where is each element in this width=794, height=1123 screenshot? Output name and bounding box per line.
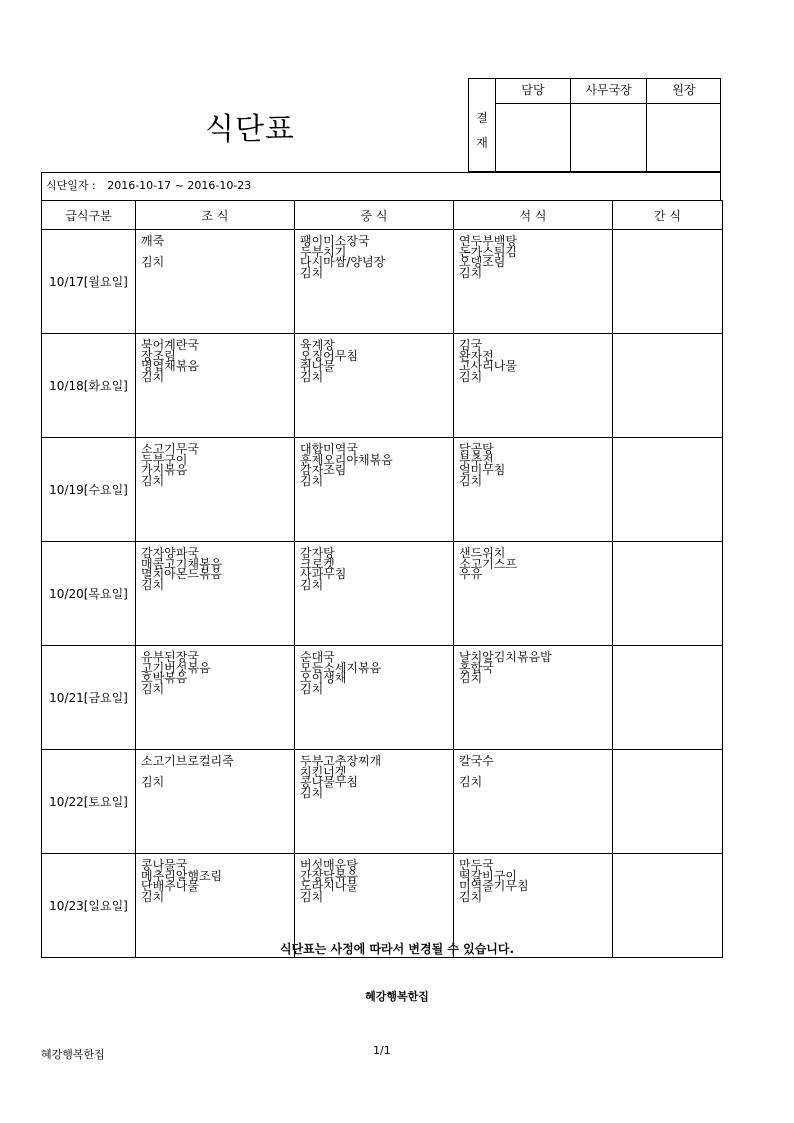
dish-item: 샌드위치 xyxy=(459,546,506,560)
snack-cell xyxy=(613,750,723,854)
breakfast-cell xyxy=(136,646,295,750)
dish-item: 단배추나물 xyxy=(141,879,199,893)
dish-item: 김치 xyxy=(459,889,483,904)
approval-side-char-1: 결 xyxy=(476,111,488,125)
dinner-cell xyxy=(454,230,613,334)
header-category: 급식구분 xyxy=(42,201,136,230)
meal-table xyxy=(41,200,723,958)
dish-item: 콩나물무침 xyxy=(300,775,358,789)
table-row xyxy=(42,334,723,438)
dish-item: 김국 xyxy=(459,338,483,352)
day-cell: 10/21[금요일] xyxy=(42,646,136,750)
dish-item: 대합미역국 xyxy=(300,442,358,456)
day-cell: 10/23[일요일] xyxy=(42,854,136,958)
day-cell: 10/18[화요일] xyxy=(42,334,136,438)
approval-head: 담당 xyxy=(496,79,570,104)
dish-item: 김치 xyxy=(300,681,324,696)
day-cell: 10/19[수요일] xyxy=(42,438,136,542)
dish-item: 오징어무침 xyxy=(300,348,358,363)
dish-item: 떡갈비구이 xyxy=(459,868,517,883)
table-row xyxy=(42,750,723,854)
dish-item: 가지볶음 xyxy=(141,463,188,477)
dish-item: 돈가스튀김 xyxy=(459,244,517,259)
dish-item: 콩나물국 xyxy=(141,858,188,872)
day-cell: 10/17[월요일] xyxy=(42,230,136,334)
dish-item: 순대국 xyxy=(300,650,335,664)
header-lunch: 중 식 xyxy=(295,201,454,230)
dish-item: 김치 xyxy=(141,577,165,592)
dish-item: 우유 xyxy=(459,567,483,581)
approval-side-label xyxy=(469,79,496,171)
dish-item: 김치 xyxy=(141,775,165,789)
period-label: 식단일자 : xyxy=(46,179,96,192)
breakfast-cell xyxy=(136,750,295,854)
dish-item: 장조림 xyxy=(141,348,176,363)
dish-item: 간장닭볶음 xyxy=(300,868,358,883)
day-cell: 10/22[토요일] xyxy=(42,750,136,854)
dish-item: 김치 xyxy=(300,785,324,800)
footer-page-number: 1/1 xyxy=(373,1044,391,1057)
table-row xyxy=(42,230,723,334)
dish-item: 크로켓 xyxy=(300,556,335,571)
organization-name: 혜강행복한집 xyxy=(365,990,429,1003)
lunch-cell xyxy=(295,646,454,750)
dinner-cell xyxy=(454,646,613,750)
dish-item: 김치 xyxy=(459,671,483,685)
dish-item: 완자전 xyxy=(459,348,494,363)
dish-item: 취나물 xyxy=(300,359,335,373)
lunch-cell xyxy=(295,230,454,334)
dish-item: 훈제오리야채볶음 xyxy=(300,452,393,467)
dish-item: 김치 xyxy=(141,473,165,488)
dish-item: 김치 xyxy=(300,265,324,280)
table-row xyxy=(42,542,723,646)
header-breakfast: 조 식 xyxy=(136,201,295,230)
dish-item: 메추리알햄조림 xyxy=(141,868,223,883)
dish-item: 소고기무국 xyxy=(141,442,199,456)
approval-side-char-2: 재 xyxy=(476,136,488,150)
table-header-row xyxy=(42,201,723,230)
dish-item: 김치 xyxy=(300,577,324,592)
lunch-cell xyxy=(295,334,454,438)
day-cell: 10/20[목요일] xyxy=(42,542,136,646)
dish-item: 도라지나물 xyxy=(300,879,358,893)
dish-item: 김치 xyxy=(300,889,324,904)
table-row xyxy=(42,646,723,750)
dish-item: 닭곰탕 xyxy=(459,442,494,456)
dish-item: 팽이미소장국 xyxy=(300,234,370,248)
dish-item: 미역줄기무침 xyxy=(459,879,529,893)
dinner-cell xyxy=(454,750,613,854)
approval-col-manager xyxy=(496,79,571,171)
dish-item: 깨죽 xyxy=(141,234,165,248)
dish-item: 김치 xyxy=(141,369,165,384)
dish-item: 감자탕 xyxy=(300,546,335,560)
dish-item: 육계장 xyxy=(300,338,335,352)
dish-item: 홍합국 xyxy=(459,660,494,675)
approval-head: 원장 xyxy=(647,79,721,104)
dish-item: 두부고추장찌개 xyxy=(300,754,382,768)
dish-item: 칼국수 xyxy=(459,754,494,768)
breakfast-cell xyxy=(136,542,295,646)
dish-item: 명엽채볶음 xyxy=(141,359,199,373)
dish-item: 부추전 xyxy=(459,452,494,467)
approval-col-secretary xyxy=(571,79,647,171)
lunch-cell xyxy=(295,438,454,542)
dish-item: 멸치아몬드볶음 xyxy=(141,567,223,581)
dish-item: 호박볶음 xyxy=(141,671,188,685)
dish-item: 버섯매운탕 xyxy=(300,858,358,872)
dish-item: 김치 xyxy=(459,369,483,384)
dish-item: 날치알김치볶음밥 xyxy=(459,650,552,664)
snack-cell xyxy=(613,334,723,438)
header-dinner: 석 식 xyxy=(454,201,613,230)
dish-item: 소고기스프 xyxy=(459,556,517,571)
meal-period xyxy=(41,172,721,200)
breakfast-cell xyxy=(136,438,295,542)
dish-item: 고사리나물 xyxy=(459,359,517,373)
dish-item: 북어계란국 xyxy=(141,338,199,352)
snack-cell xyxy=(613,438,723,542)
breakfast-cell xyxy=(136,334,295,438)
approval-box xyxy=(468,78,721,172)
notice-text: 식단표는 사정에 따라서 변경될 수 있습니다. xyxy=(279,942,515,956)
breakfast-cell xyxy=(136,230,295,334)
dish-item: 오이생채 xyxy=(300,671,347,685)
dish-item: 매콤고기채볶음 xyxy=(141,556,223,571)
dish-item: 김치 xyxy=(459,775,483,789)
dish-item: 다시마쌈/양념장 xyxy=(300,255,386,269)
footer-organization: 혜강행복한집 xyxy=(41,1048,105,1061)
dish-item: 치킨너겟 xyxy=(300,764,347,779)
dish-item: 만두국 xyxy=(459,858,494,872)
dinner-cell xyxy=(454,438,613,542)
dish-item: 얼미무침 xyxy=(459,463,506,477)
dish-item: 두부구이 xyxy=(141,452,188,467)
dish-item: 오뎅조림 xyxy=(459,255,506,269)
dish-item: 사과무침 xyxy=(300,567,347,581)
dish-item: 김치 xyxy=(141,255,165,269)
approval-head: 사무국장 xyxy=(571,79,646,104)
dish-item: 고기버섯볶음 xyxy=(141,660,211,675)
page-title: 식단표 xyxy=(205,112,295,147)
approval-col-director xyxy=(647,79,721,171)
dinner-cell xyxy=(454,334,613,438)
snack-cell xyxy=(613,646,723,750)
dish-item: 두부치기 xyxy=(300,244,347,259)
period-value: 2016-10-17 ~ 2016-10-23 xyxy=(107,179,252,192)
lunch-cell xyxy=(295,750,454,854)
dish-item: 감자양파국 xyxy=(141,546,199,560)
dish-item: 연두부백탕 xyxy=(459,234,517,248)
dish-item: 소고기브로컬리죽 xyxy=(141,754,234,768)
dinner-cell xyxy=(454,542,613,646)
dish-item: 모듬소세지볶음 xyxy=(300,660,382,675)
dish-item: 김치 xyxy=(459,473,483,488)
dish-item: 김치 xyxy=(141,681,165,696)
header-snack: 간 식 xyxy=(613,201,723,230)
dish-item: 김치 xyxy=(459,265,483,280)
dish-item: 김치 xyxy=(300,369,324,384)
snack-cell xyxy=(613,542,723,646)
dish-item: 감자조림 xyxy=(300,463,347,477)
dish-item: 김치 xyxy=(300,473,324,488)
lunch-cell xyxy=(295,542,454,646)
table-row xyxy=(42,438,723,542)
dish-item: 김치 xyxy=(141,889,165,904)
snack-cell xyxy=(613,230,723,334)
dish-item: 유부된장국 xyxy=(141,650,199,664)
